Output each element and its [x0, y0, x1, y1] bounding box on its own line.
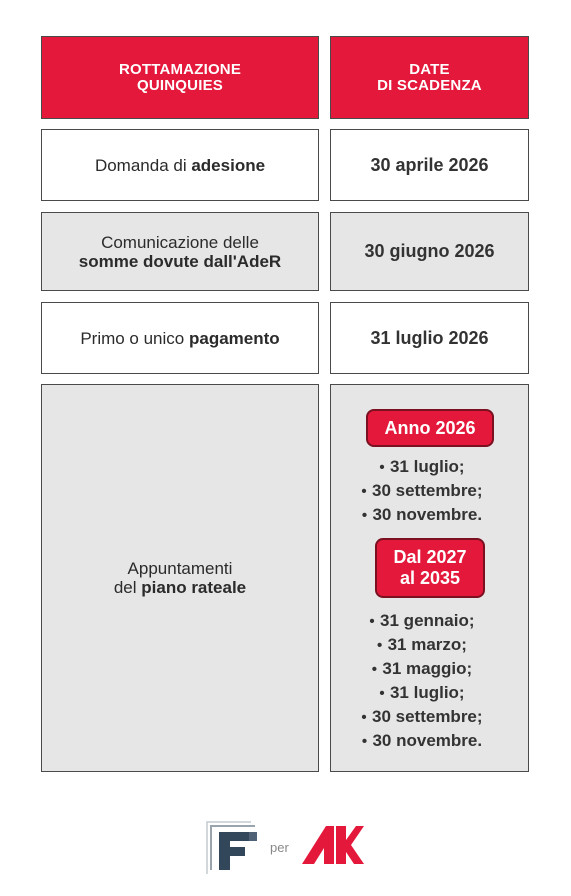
header-left-line2: QUINQUIES	[137, 76, 223, 94]
row-pagamento-text: Primo o unico	[80, 328, 189, 348]
row-pagamento-date	[330, 302, 529, 374]
row-rateale-text: Appuntamenti	[127, 559, 233, 578]
footer	[0, 810, 571, 880]
list-item: • 31 maggio;	[356, 657, 483, 681]
list-item: • 30 settembre;	[356, 479, 483, 503]
header-right-line1: DATE	[409, 60, 450, 78]
f-logo-icon	[205, 812, 263, 876]
row-comunicazione-label	[41, 212, 319, 291]
ak-logo-icon	[302, 824, 364, 866]
row-comunicazione-date-text: 30 giugno 2026	[364, 241, 495, 261]
row-comunicazione-bold: somme dovute dall'AdeR	[78, 251, 282, 271]
list-item: • 30 novembre.	[356, 503, 483, 527]
row-pagamento-date-text: 31 luglio 2026	[370, 327, 489, 348]
list-item: • 31 luglio;	[356, 455, 483, 479]
row-adesione-bold: adesione	[191, 155, 266, 175]
row-adesione-label	[41, 129, 319, 201]
list-item: • 30 settembre;	[356, 705, 483, 729]
row-comunicazione-text: Comunicazione delle	[101, 232, 259, 252]
row-pagamento-label	[41, 302, 319, 374]
header-right-line2: DI SCADENZA	[377, 76, 482, 94]
row-comunicazione-date	[330, 212, 529, 291]
list-item: • 31 gennaio;	[356, 609, 483, 633]
header-rottamazione	[41, 36, 319, 119]
header-date-di-scadenza	[330, 36, 529, 119]
header-left-line1: ROTTAMAZIONE	[118, 60, 242, 78]
row-rateale-pre: del	[113, 578, 142, 597]
per-text: per	[270, 840, 289, 855]
list-item: • 31 marzo;	[356, 633, 483, 657]
badge-anno-2026	[366, 409, 494, 447]
badge-2027-line2: al 2035	[399, 568, 461, 588]
row-pagamento-bold: pagamento	[188, 328, 280, 348]
row-adesione-date-text: 30 aprile 2026	[370, 154, 489, 175]
list-item: • 31 luglio;	[356, 681, 483, 705]
row-rateale-label	[41, 384, 319, 772]
row-rateale-bold: piano rateale	[141, 578, 247, 597]
badge-2027-line1: Dal 2027	[393, 547, 467, 567]
date-list-2026	[356, 455, 483, 527]
list-item: • 30 novembre.	[356, 729, 483, 753]
row-adesione-text: Domanda di	[94, 155, 192, 175]
row-rateale-dates	[330, 384, 529, 772]
badge-anno-2026-text: Anno 2026	[384, 417, 476, 438]
date-list-2027-2035	[356, 609, 483, 753]
row-adesione-date	[330, 129, 529, 201]
badge-2027-2035	[375, 538, 485, 598]
